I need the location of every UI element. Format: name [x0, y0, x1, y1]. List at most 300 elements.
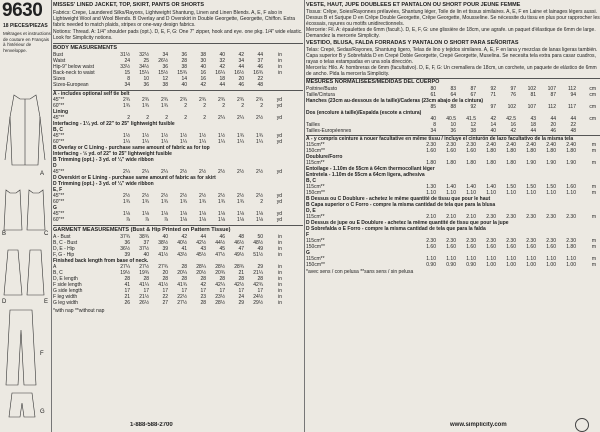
cell-value: 107: [547, 86, 556, 92]
cell-value: 42½: [234, 282, 244, 288]
cell-value: 36: [450, 128, 456, 134]
cell-value: 42: [200, 282, 206, 288]
cell-value: 76: [510, 92, 516, 98]
cell-value: 41¾: [177, 282, 187, 288]
cell-value: 2.30: [446, 142, 456, 148]
cell-value: 2.30: [566, 238, 576, 244]
cell-value: 2½: [180, 169, 187, 175]
cell-value: 2: [260, 199, 263, 205]
cell-value: 38: [470, 128, 476, 134]
cell-value: 2¾: [199, 97, 206, 103]
yardage-row: [53, 199, 303, 205]
cell-value: cm: [589, 104, 596, 110]
cell-value: 28: [124, 276, 130, 282]
cell-value: 1⅛: [199, 211, 206, 217]
cell-value: 20: [550, 122, 556, 128]
cell-value: 1.60: [426, 244, 436, 250]
cell-value: 2.30: [426, 238, 436, 244]
cell-value: yd: [276, 211, 282, 217]
merceria-text: Mercería: Hilo. A: hombreras de 6mm (facultativo). D, E, F, G: Un cremallera de 18cm, un corchete, un paquete de elástico de 6mm de ancho. Pida la mercería Simplicity.: [306, 65, 597, 77]
cell-value: 46: [257, 64, 263, 70]
cell-value: 28½: [215, 300, 225, 306]
tissus-text: Tissus: Crêpe, Soies/Rayonnes prélavées, Shantung léger, Toile de lin et tissus similaires. A, E, F en Laine et lainages légers aussi. Dessus B et Surjupe D en Crêpe Double Georgette, Crêpe Georgette, Mousseline. Se nécessite du tissu en plus pour rapprocher les écossais, rayures ou motifs unidirectionnels.: [306, 9, 600, 27]
cell-value: 25: [143, 58, 149, 64]
cell-value: 12: [162, 76, 168, 82]
cell-value: 1.60: [446, 244, 456, 250]
english-title: MISSES' LINED JACKET, TOP, SKIRT, PANTS OR SHORTS: [53, 2, 205, 8]
row-label: 150cm**: [306, 148, 325, 154]
row-label: D, E length: [53, 276, 78, 282]
cell-value: 1⅛: [237, 211, 244, 217]
cell-value: in: [278, 276, 282, 282]
cell-value: 28: [257, 276, 263, 282]
cell-value: 28: [200, 276, 206, 282]
garment-measurement-row: [53, 300, 303, 306]
cell-value: 2: [203, 103, 206, 109]
cell-value: 29: [238, 300, 244, 306]
cell-value: 1.80: [506, 148, 516, 154]
cell-value: 2.10: [446, 214, 456, 220]
notions-text: Notions: Thread. A: 1/4" shoulder pads (opt.). D, E, F, G: One 7" zipper, hook and eye. one pkg. 1/4" wide elastic. Look for Simplicity notions.: [53, 29, 303, 41]
cell-value: 1¼: [123, 139, 130, 145]
cell-value: 38: [200, 52, 206, 58]
cell-value: 1¾: [161, 103, 168, 109]
cell-value: 1.10: [526, 256, 536, 262]
cell-value: 1.80: [546, 148, 556, 154]
cell-value: 1⅛: [256, 211, 263, 217]
view-c-top: [27, 190, 45, 230]
english-footnote: *with nap **without nap: [53, 308, 105, 314]
row-label: 115cm**: [306, 142, 325, 148]
row-label: 45"**: [53, 115, 65, 121]
cell-value: 102: [507, 104, 516, 110]
row-label: Back-neck to waist: [53, 70, 95, 76]
cell-value: 80: [430, 86, 436, 92]
cell-value: 48: [257, 82, 263, 88]
row-label: 115cm**: [306, 184, 325, 190]
cell-value: 1¼: [199, 139, 206, 145]
cell-value: 49: [257, 246, 263, 252]
cell-value: 17: [238, 288, 244, 294]
cell-value: 1.80: [486, 160, 496, 166]
cell-value: 1¾: [142, 199, 149, 205]
cell-value: 1.10: [506, 190, 516, 196]
cell-value: 83: [450, 86, 456, 92]
garment-measurements-table: [53, 234, 303, 306]
cell-value: 38: [181, 64, 187, 70]
cell-value: 1¾: [237, 133, 244, 139]
cell-value: 2½: [237, 193, 244, 199]
cell-value: 18: [219, 76, 225, 82]
cell-value: m: [591, 238, 596, 244]
cell-value: 15¼: [139, 70, 149, 76]
cell-value: 1⅛: [218, 217, 225, 223]
cell-value: 46: [238, 82, 244, 88]
cell-value: 97: [490, 104, 496, 110]
cell-value: 1.10: [566, 256, 576, 262]
cell-value: in: [278, 252, 282, 258]
cell-value: 1⅛: [123, 211, 130, 217]
row-label: Taille/Cintura: [306, 92, 335, 98]
cell-value: 41½: [158, 282, 168, 288]
mesure-row: [306, 128, 600, 134]
cell-value: yd: [276, 115, 282, 121]
cell-value: 24: [238, 294, 244, 300]
cell-value: ⅞: [144, 217, 149, 223]
cell-value: 1¾: [218, 199, 225, 205]
cell-value: 16¼: [215, 70, 225, 76]
cell-value: 0.90: [466, 262, 476, 268]
cell-value: 2: [260, 103, 263, 109]
cell-value: 15¾: [177, 70, 187, 76]
cell-value: m: [591, 262, 596, 268]
cell-value: 36½: [120, 246, 130, 252]
cell-value: 36: [124, 240, 130, 246]
cell-value: 1.60: [546, 244, 556, 250]
cell-value: 20½: [196, 270, 206, 276]
cell-value: 22: [570, 122, 576, 128]
yardage-section-label: B Overlay or C Lining - purchase same amount of fabric as for top: [53, 145, 210, 151]
cell-value: 2: [203, 115, 206, 121]
cell-value: 92: [470, 104, 476, 110]
cell-value: 1.00: [506, 262, 516, 268]
row-label: D, E - Hip: [53, 246, 75, 252]
phone-number: 1-888-588-2700: [130, 422, 173, 428]
cell-value: m: [591, 148, 596, 154]
cell-value: 19½: [120, 270, 130, 276]
view-label-b: B: [2, 231, 7, 237]
cell-value: 44: [550, 116, 556, 122]
cell-value: 1.80: [446, 160, 456, 166]
cell-value: 2.30: [526, 238, 536, 244]
cell-value: 1¾: [123, 103, 130, 109]
cell-value: 14: [181, 76, 187, 82]
cell-value: 1.80: [426, 160, 436, 166]
cell-value: 1.80: [466, 160, 476, 166]
metric-section-label: B Dessus ou C Doublure - achetez le même quantité de tissu que pour le haut: [306, 196, 491, 202]
cell-value: ⅞: [125, 217, 130, 223]
cell-value: m: [591, 256, 596, 262]
cell-value: 28: [181, 264, 187, 270]
row-label: G side length: [53, 288, 83, 294]
cell-value: 20: [238, 76, 244, 82]
yardage-section-label: D Trimming (opt.) - 3 yd. of ¼" wide ribbon: [53, 181, 154, 187]
cell-value: 1.10: [466, 190, 476, 196]
cell-value: 33½: [120, 64, 130, 70]
cell-value: 46½: [234, 240, 244, 246]
cell-value: 15½: [158, 70, 168, 76]
cell-value: 28¼: [196, 264, 206, 270]
cell-value: 46: [550, 128, 556, 134]
cell-value: 2½: [180, 193, 187, 199]
cell-value: 1¾: [237, 199, 244, 205]
cell-value: 8: [433, 122, 436, 128]
cell-value: 2¾: [237, 97, 244, 103]
row-label: F side length: [53, 282, 82, 288]
cell-value: 44: [219, 82, 225, 88]
row-label: 60"**: [53, 103, 65, 109]
mercerie-text: Mercerie: Fil. A: épaulettes de 6mm (facult.). D, E, F, G: une glissière de 18cm, une agrafe. un paquet d'élastique de 6mm de large. Demandez la mercerie Simplicity.: [306, 27, 596, 39]
cell-value: 40: [490, 128, 496, 134]
row-label: 150cm**: [306, 244, 325, 250]
metric-section-label: B Capa superior o C Forro - compre la misma cantidad de tela que para la blusa: [306, 202, 496, 208]
website: www.simplicity.com: [450, 422, 507, 428]
row-label: 45"**: [53, 169, 65, 175]
cell-value: 22: [162, 294, 168, 300]
cell-value: 17: [162, 288, 168, 294]
cell-value: 1.60: [446, 148, 456, 154]
pattern-number: 9630: [2, 0, 43, 21]
cell-value: 1.10: [546, 190, 556, 196]
view-f-pants: [6, 310, 36, 385]
cell-value: 1⅛: [142, 211, 149, 217]
cell-value: m: [591, 190, 596, 196]
cell-value: in: [278, 64, 282, 70]
cell-value: 1.50: [546, 184, 556, 190]
cell-value: 43½: [177, 252, 187, 258]
cell-value: 42: [219, 64, 225, 70]
cell-value: yd: [276, 217, 282, 223]
cell-value: 49½: [234, 252, 244, 258]
cell-value: 34: [430, 128, 436, 134]
row-label: 150cm**: [306, 262, 325, 268]
cell-value: 2.10: [426, 214, 436, 220]
cell-value: cm: [589, 86, 596, 92]
cell-value: 2.30: [526, 214, 536, 220]
cell-value: 1⅛: [237, 217, 244, 223]
row-label: Bust: [53, 52, 64, 58]
row-label: Poitrine/Busto: [306, 86, 338, 92]
row-label: Sizes: [53, 76, 66, 82]
cell-value: 37½: [139, 246, 149, 252]
cell-value: 2.30: [546, 238, 556, 244]
cell-value: 1.00: [566, 262, 576, 268]
cell-value: 1.90: [546, 160, 556, 166]
cell-value: in: [278, 52, 282, 58]
cell-value: 1.40: [466, 184, 476, 190]
cell-value: 40: [181, 82, 187, 88]
cell-value: m: [591, 214, 596, 220]
cell-value: 1.60: [486, 244, 496, 250]
cell-value: yd: [276, 139, 282, 145]
cell-value: 1.10: [446, 190, 456, 196]
yardage-section-label: A - includes optional self tie belt: [53, 91, 130, 97]
metric-yardage-row: [306, 148, 600, 154]
cell-value: 2.30: [466, 142, 476, 148]
pieces-count: 18 PIECES/PIEZAS: [3, 23, 48, 29]
row-label: G leg width: [53, 300, 79, 306]
metric-section-label: A - y compris ceinture à nouer facultative en même tissu / incluye el cinturón de lazo facultativo de la misma tela: [306, 136, 574, 142]
cell-value: 34: [124, 82, 130, 88]
cell-value: 30: [200, 58, 206, 64]
cell-value: yd: [276, 97, 282, 103]
cell-value: yd: [276, 103, 282, 109]
view-label-g: G: [40, 409, 45, 415]
cell-value: 2: [165, 115, 168, 121]
cell-value: 1.60: [506, 244, 516, 250]
cell-value: 1.10: [506, 256, 516, 262]
row-label: 115cm**: [306, 160, 325, 166]
cell-value: 41¼: [139, 282, 149, 288]
cell-value: 2¾: [218, 97, 225, 103]
row-label: 60"**: [53, 217, 65, 223]
cell-value: 20: [162, 270, 168, 276]
cell-value: 2.40: [486, 142, 496, 148]
cell-value: 28: [200, 300, 206, 306]
cell-value: 51½: [253, 252, 263, 258]
spanish-column: [306, 0, 600, 432]
french-title: VESTE, HAUT, JUPE DOUBLEES ET PANTALON OU SHORT POUR JEUNE FEMME: [306, 2, 521, 8]
cell-value: 1¼: [256, 139, 263, 145]
english-yardage-table: [53, 91, 303, 223]
row-label: B, C - Bust: [53, 240, 78, 246]
cell-value: 2.40: [506, 142, 516, 148]
cell-value: 1¼: [218, 139, 225, 145]
cell-value: 40.5: [446, 116, 456, 122]
cell-value: 28¾: [234, 264, 244, 270]
cell-value: 23: [200, 294, 206, 300]
cell-value: 38¾: [139, 234, 149, 240]
row-label: A - Bust: [53, 234, 71, 240]
cell-value: yd: [276, 193, 282, 199]
cell-value: 40: [200, 64, 206, 70]
cell-value: cm: [589, 116, 596, 122]
cell-value: 42: [238, 52, 244, 58]
cell-value: 44: [257, 52, 263, 58]
body-measurements-heading: BODY MEASUREMENTS: [53, 45, 118, 51]
metric-section-label: F: [306, 232, 310, 238]
cell-value: 1¼: [180, 139, 187, 145]
yardage-section-label: B, C: [53, 127, 63, 133]
cell-value: 37: [143, 240, 149, 246]
cell-value: 16: [200, 70, 206, 76]
cell-value: 1¾: [256, 133, 263, 139]
cell-value: 112: [548, 104, 556, 110]
cell-value: 32: [219, 58, 225, 64]
metric-section-label: G: [306, 250, 310, 256]
cell-value: 44: [238, 64, 244, 70]
cell-value: in: [278, 282, 282, 288]
cell-value: 34½: [139, 64, 149, 70]
yardage-section-label: G: [53, 205, 57, 211]
cell-value: 22: [257, 76, 263, 82]
cell-value: 1½: [161, 133, 168, 139]
cell-value: 2.40: [566, 142, 576, 148]
cell-value: 1½: [199, 133, 206, 139]
cell-value: 27¾: [158, 264, 168, 270]
body-measurements-table: [53, 52, 303, 88]
illustration-column: [0, 0, 50, 432]
row-label: Tailles: [306, 122, 320, 128]
metric-section-label: Doublure/Forro: [306, 154, 343, 160]
cell-value: 41: [124, 282, 130, 288]
cell-value: 1.80: [566, 244, 576, 250]
french-note: Métrages et instructions de couture en Français à l'intérieur de l'enveloppe.: [3, 31, 51, 53]
cell-value: 2: [184, 115, 187, 121]
cell-value: 32½: [139, 52, 149, 58]
cell-value: 42.5: [506, 116, 516, 122]
cell-value: 26: [124, 300, 130, 306]
cell-value: 1¾: [142, 103, 149, 109]
cell-value: 1.10: [486, 256, 496, 262]
cell-value: 17: [181, 288, 187, 294]
views-illustration: [0, 55, 52, 425]
cell-value: 29: [257, 264, 263, 270]
cell-value: 17: [219, 288, 225, 294]
cell-value: 88: [450, 104, 456, 110]
row-label: Sizes-European: [53, 82, 89, 88]
cell-value: 1.10: [486, 190, 496, 196]
cell-value: 0.90: [426, 262, 436, 268]
cell-value: 1¾: [161, 199, 168, 205]
cell-value: 20¼: [177, 270, 187, 276]
row-label: Hip-9" below waist: [53, 64, 94, 70]
cell-value: 102: [527, 86, 536, 92]
cell-value: 2½: [256, 169, 263, 175]
cell-value: 2½: [218, 193, 225, 199]
cell-value: 40: [162, 234, 168, 240]
cell-value: 2¼: [123, 169, 130, 175]
cell-value: 1⅛: [256, 217, 263, 223]
cell-value: 1.00: [486, 262, 496, 268]
cell-value: 1.80: [486, 148, 496, 154]
row-label: Waist: [53, 58, 66, 64]
row-label: 60"**: [53, 139, 65, 145]
cell-value: in: [278, 270, 282, 276]
cell-value: 2.30: [446, 238, 456, 244]
cell-value: m: [591, 160, 596, 166]
cell-value: 2¾: [161, 97, 168, 103]
cell-value: 2: [222, 103, 225, 109]
cell-value: 2½: [256, 193, 263, 199]
cell-value: 47½: [215, 252, 225, 258]
cell-value: 61: [430, 92, 436, 98]
cell-value: 2¾: [123, 97, 130, 103]
view-g-shorts: [9, 393, 35, 417]
cell-value: 42: [181, 234, 187, 240]
cell-value: 2¼: [237, 115, 244, 121]
cell-value: 28: [181, 58, 187, 64]
cell-value: 44: [570, 116, 576, 122]
cell-value: 16½: [234, 70, 244, 76]
cell-value: 16¾: [253, 70, 263, 76]
cell-value: 46: [219, 234, 225, 240]
cell-value: m: [591, 244, 596, 250]
cell-value: in: [278, 264, 282, 270]
spanish-title: VESTIDO, BLUSA, FALDA FORRADAS Y PANTALON O SHORT PARA SEÑORITAS: [306, 40, 519, 46]
cell-value: 81: [530, 92, 536, 98]
cell-value: 2½: [199, 193, 206, 199]
cell-value: 2¼: [161, 169, 168, 175]
cell-value: 1.10: [446, 256, 456, 262]
cell-value: 44: [530, 128, 536, 134]
cell-value: 1.60: [526, 244, 536, 250]
row-label: F, G - Hip: [53, 252, 75, 258]
cell-value: 37: [257, 58, 263, 64]
view-a-jacket: [5, 95, 45, 165]
cell-value: 38½: [158, 240, 168, 246]
cell-value: ⅞: [163, 217, 168, 223]
row-label: 115cm**: [306, 214, 325, 220]
cell-value: 1.00: [546, 262, 556, 268]
cell-value: 38: [162, 82, 168, 88]
cell-value: 71: [490, 92, 496, 98]
metric-section-label: B, C: [306, 178, 316, 184]
cell-value: 97: [510, 86, 516, 92]
cell-value: 37¾: [120, 234, 130, 240]
cell-value: 16: [200, 76, 206, 82]
cell-value: 48: [570, 128, 576, 134]
